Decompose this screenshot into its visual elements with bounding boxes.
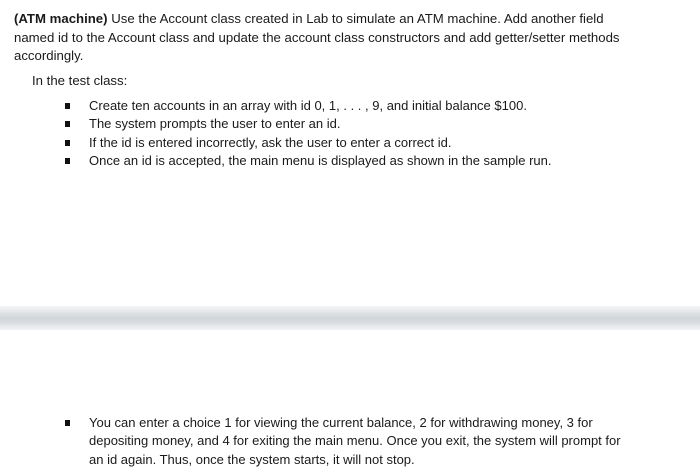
- list-item-text: You can enter a choice 1 for viewing the current balance, 2 for withdrawing money, 3 for depositing money, and 4 for exiting the main menu. Once you exit, the system will prompt for an id again. Thus, once the system starts, it will not stop.: [89, 415, 621, 467]
- list-item: [64, 152, 624, 170]
- list-item-text: The system prompts the user to enter an id.: [89, 116, 341, 132]
- list-item: [64, 97, 624, 115]
- list-item-text: If the id is entered incorrectly, ask the user to enter a correct id.: [89, 134, 452, 150]
- list-item-text: Once an id is accepted, the main menu is displayed as shown in the sample run.: [89, 153, 552, 169]
- list-item: [64, 134, 624, 152]
- bullet-icon: [65, 420, 70, 426]
- list-item: [64, 115, 624, 133]
- bullet-icon: [65, 121, 70, 127]
- page-divider: [0, 306, 700, 330]
- document-page-bottom: [0, 330, 700, 471]
- bullet-icon: [65, 140, 70, 146]
- bullet-icon: [65, 158, 70, 164]
- bullet-icon: [65, 103, 70, 109]
- intro-paragraph: [14, 10, 634, 66]
- requirements-list: [64, 97, 624, 171]
- intro-title: (ATM machine): [14, 11, 108, 26]
- test-class-heading: In the test class:: [32, 73, 128, 88]
- list-item-text: Create ten accounts in an array with id 0, 1, . . . , 9, and initial balance $100.: [89, 98, 527, 113]
- intro-text: Use the Account class created in Lab to simulate an ATM machine. Add another field named id to the Account class and update the account class constructors and add getter/setter methods accordingly.: [14, 11, 620, 63]
- list-item: [64, 414, 624, 469]
- choices-list: [64, 414, 624, 469]
